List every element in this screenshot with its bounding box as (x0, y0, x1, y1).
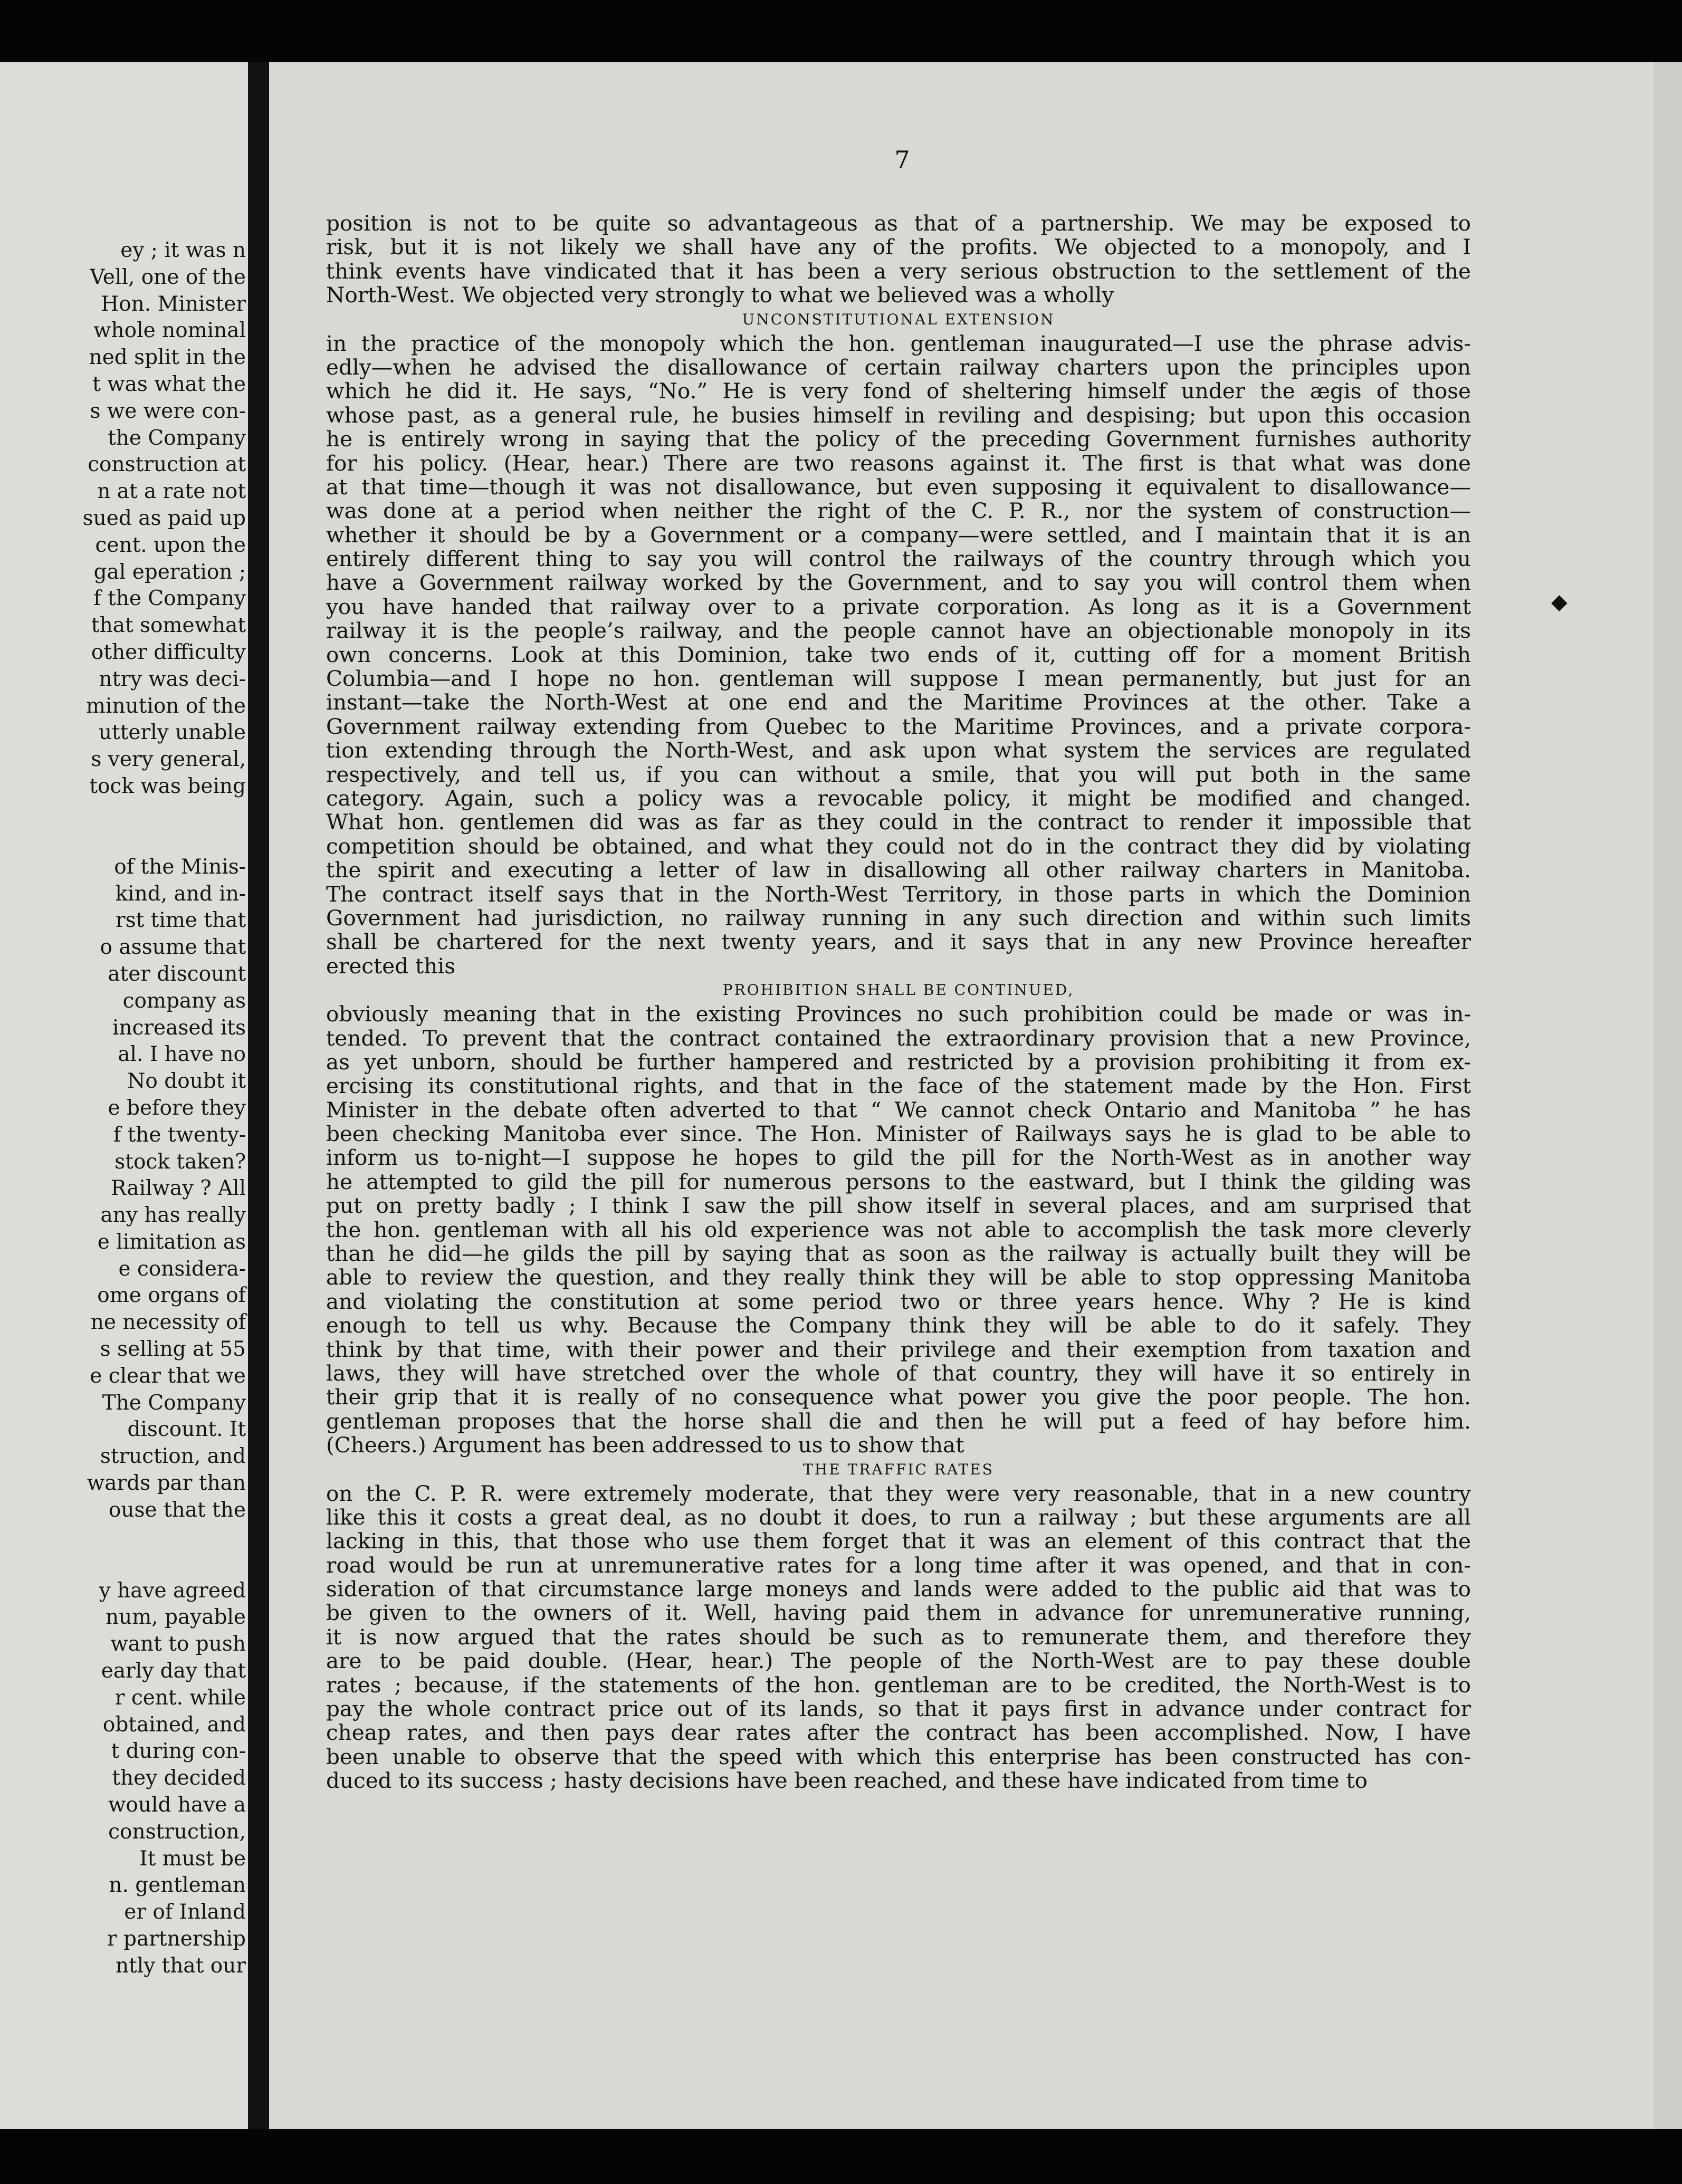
fragment-line: al. I have no (118, 1042, 246, 1067)
text-line: whether it should be by a Government or a company—were settled, and I maintain that it is an (326, 523, 1471, 548)
text-line: North-West. We objected very strongly to what we believed was a wholly (326, 283, 1114, 308)
fragment-line: obtained, and (102, 1712, 246, 1737)
fragment-line: n at a rate not (97, 480, 246, 504)
fragment-line: construction, (108, 1819, 246, 1844)
paragraph (326, 1482, 1471, 1793)
fragment-line: discount. It (127, 1417, 246, 1442)
fragment-line: ouse that the (108, 1498, 246, 1522)
film-border-bottom (0, 2129, 1682, 2184)
text-line: whose past, as a general rule, he busies himself in reviling and despising; but upon this occasion (326, 403, 1471, 428)
paragraph (326, 1002, 1471, 1457)
fragment-line: r partnership (107, 1927, 246, 1951)
fragment-line: s selling at 55 (100, 1337, 246, 1362)
section-heading: PROHIBITION SHALL BE CONTINUED, (722, 981, 1075, 999)
text-line: entirely different thing to say you will control the railways of the country through which you (326, 547, 1471, 571)
text-line: risk, but it is not likely we shall have any of the profits. We objected to a monopoly, and I (326, 235, 1471, 260)
text-line: tended. To prevent that the contract contained the extraordinary provision that a new Province, (326, 1026, 1471, 1050)
fragment-line: stock taken? (114, 1150, 246, 1174)
ink-blot: ◆ (1551, 590, 1568, 614)
text-line: Government railway extending from Quebec to the Maritime Provinces, and a private corpora- (326, 714, 1471, 739)
fragment-line: that somewhat (91, 614, 246, 638)
text-line: tion extending through the North-West, and ask upon what system the services are regulated (326, 739, 1471, 763)
text-line: Columbia—and I hope no hon. gentleman will suppose I mean permanently, but just for an (326, 667, 1471, 691)
fragment-line: No doubt it (127, 1069, 246, 1094)
fragment-line: sued as paid up (82, 506, 246, 530)
text-line: duced to its success ; hasty decisions have been reached, and these have indicated from time to (326, 1769, 1368, 1793)
fragment-line: t was what the (92, 372, 246, 396)
text-line: shall be chartered for the next twenty years, and it says that in any new Province hereafter (326, 930, 1471, 954)
fragment-line: s we were con- (90, 399, 246, 423)
text-line: position is not to be quite so advantageous as that of a partnership. We may be exposed to (326, 212, 1471, 236)
previous-page-fragment (0, 62, 248, 2129)
text-line: able to review the question, and they really think they will be able to stop oppressing Manitoba (326, 1266, 1471, 1290)
fragment-line: ome organs of (97, 1283, 246, 1308)
fragment-line: er of Inland (124, 1900, 246, 1924)
text-line: have a Government railway worked by the Government, and to say you will control them when (326, 571, 1471, 595)
text-line: in the practice of the monopoly which the hon. gentleman inaugurated—I use the phrase advis- (326, 331, 1471, 356)
fragment-line: e clear that we (90, 1364, 246, 1388)
fragment-line: the Company (108, 426, 246, 450)
fragment-line: wards par than (87, 1471, 246, 1496)
fragment-line: early day that (101, 1659, 246, 1683)
fragment-line: cent. upon the (95, 533, 246, 557)
fragment-line: ey ; it was n (120, 238, 246, 262)
fragment-line: ned split in the (89, 346, 246, 370)
page-edge-right (1654, 62, 1682, 2129)
fragment-line: of the Minis- (114, 855, 246, 879)
fragment-line: kind, and in- (115, 882, 246, 906)
text-line: for his policy. (Hear, hear.) There are two reasons against it. The first is that what was done (326, 451, 1471, 475)
text-line: The contract itself says that in the North-West Territory, in those parts in which the Dominion (326, 882, 1471, 906)
text-line: rates ; because, if the statements of the hon. gentleman are to be credited, the North-West is to (326, 1673, 1471, 1698)
text-line: own concerns. Look at this Dominion, take two ends of it, cutting off for a moment British (326, 643, 1471, 667)
text-line: think by that time, with their power and their privilege and their exemption from taxation and (326, 1337, 1471, 1362)
fragment-line: gal eperation ; (93, 560, 246, 584)
fragment-line: other difficulty (91, 640, 246, 664)
text-line: like this it costs a great deal, as no doubt it does, to run a railway ; but these arguments are all (326, 1505, 1471, 1530)
page-number: 7 (894, 146, 910, 174)
text-line: which he did it. He says, “No.” He is very fond of sheltering himself under the ægis of those (326, 379, 1471, 404)
text-line: at that time—though it was not disallowance, but even supposing it equivalent to disallowance— (326, 475, 1471, 500)
text-line: inform us to-night—I suppose he hopes to gild the pill for the North-West as in another way (326, 1146, 1471, 1170)
text-line: pay the whole contract price out of its lands, so that it pays first in advance under contract for (326, 1697, 1471, 1721)
text-line: category. Again, such a policy was a revocable policy, it might be modified and changed. (326, 786, 1471, 811)
fragment-line (3, 1524, 246, 1578)
fragment-line: company as (122, 989, 246, 1013)
fragment-line: ne necessity of (90, 1310, 246, 1335)
text-line: was done at a period when neither the right of the C. P. R., nor the system of construction— (326, 499, 1471, 523)
text-line: than he did—he gilds the pill by saying that as soon as the railway is actually built they will be (326, 1242, 1471, 1266)
text-line: cheap rates, and then pays dear rates after the contract has been accomplished. Now, I have (326, 1721, 1471, 1745)
text-line: think events have vindicated that it has been a very serious obstruction to the settlement of the (326, 259, 1471, 284)
text-line: sideration of that circumstance large moneys and lands were added to the public aid that was to (326, 1577, 1471, 1602)
text-line: their grip that it is really of no consequence what power you give the poor people. The hon. (326, 1385, 1471, 1410)
text-line: road would be run at unremunerative rates for a long time after it was opened, and that in con- (326, 1553, 1471, 1578)
text-line: lacking in this, that those who use them forget that it was an element of this contract that the (326, 1529, 1471, 1554)
page-gutter (248, 62, 269, 2129)
document-page (269, 62, 1654, 2129)
text-line: be given to the owners of it. Well, having paid them in advance for unremunerative running, (326, 1601, 1471, 1625)
fragment-line: e limitation as (97, 1230, 246, 1254)
fragment-line: f the twenty- (113, 1123, 246, 1147)
text-line: obviously meaning that in the existing Provinces no such prohibition could be made or was in- (326, 1002, 1471, 1027)
section-heading: UNCONSTITUTIONAL EXTENSION (742, 310, 1055, 328)
fragment-line: minution of the (85, 694, 246, 718)
fragment-line: rst time that (115, 908, 246, 933)
text-line: been unable to observe that the speed with which this enterprise has been constructed has con- (326, 1745, 1471, 1769)
text-line: Minister in the debate often adverted to that “ We cannot check Ontario and Manitoba ” he has (326, 1098, 1471, 1123)
fragment-line: utterly unable (98, 721, 246, 745)
fragment-line: struction, and (100, 1444, 246, 1469)
fragment-line: It must be (139, 1846, 246, 1871)
text-line: gentleman proposes that the horse shall die and then he will put a feed of hay before him. (326, 1409, 1471, 1434)
fragment-line: num, payable (105, 1605, 246, 1630)
text-line: it is now argued that the rates should be such as to remunerate them, and therefore they (326, 1625, 1471, 1650)
text-line: the spirit and executing a letter of law in disallowing all other railway charters in Manitoba. (326, 858, 1471, 883)
fragment-line: ntry was deci- (99, 667, 246, 691)
text-line: he attempted to gild the pill for numerous persons to the eastward, but I think the gilding was (326, 1170, 1471, 1194)
fragment-line: f the Company (93, 587, 246, 611)
fragment-line: construction at (88, 453, 246, 477)
film-border-top (0, 0, 1682, 62)
fragment-line: tock was being (89, 774, 246, 798)
text-line: ercising its constitutional rights, and that in the face of the statement made by the Hon. First (326, 1074, 1471, 1098)
text-line: (Cheers.) Argument has been addressed to us to show that (326, 1433, 964, 1458)
text-line: competition should be obtained, and what they could not do in the contract they did by violating (326, 834, 1471, 859)
section-heading: THE TRAFFIC RATES (803, 1460, 994, 1478)
fragment-line: any has really (100, 1203, 246, 1228)
paragraph (326, 332, 1471, 979)
text-line: and violating the constitution at some period two or three years hence. Why ? He is kind (326, 1289, 1471, 1314)
text-line: respectively, and tell us, if you can without a smile, that you will put both in the same (326, 762, 1471, 787)
text-line: he is entirely wrong in saying that the policy of the preceding Government furnishes authority (326, 427, 1471, 452)
text-line: enough to tell us why. Because the Company think they will be able to do it safely. They (326, 1314, 1471, 1338)
fragment-line: r cent. while (114, 1685, 246, 1710)
fragment-line: Railway ? All (111, 1176, 246, 1201)
fragment-line: Vell, one of the (90, 265, 246, 289)
fragment-line: would have a (108, 1793, 246, 1817)
text-line: What hon. gentlemen did was as far as they could in the contract to render it impossible that (326, 810, 1471, 835)
fragment-line: y have agreed (99, 1578, 246, 1603)
text-line: put on pretty badly ; I think I saw the pill show itself in several places, and am surprised that (326, 1194, 1471, 1218)
text-line: railway it is the people’s railway, and the people cannot have an objectionable monopoly in its (326, 619, 1471, 643)
fragment-line: e before they (108, 1096, 246, 1120)
text-line: you have handed that railway over to a private corporation. As long as it is a Government (326, 595, 1471, 619)
text-line: instant—take the North-West at one end and the Maritime Provinces at the other. Take a (326, 691, 1471, 715)
fragment-line: ater discount (108, 962, 246, 986)
text-line: laws, they will have stretched over the whole of that country, they will have it so entirely in (326, 1361, 1471, 1386)
fragment-line: they decided (112, 1766, 246, 1790)
main-text-column (326, 212, 1471, 1793)
paragraph (326, 212, 1471, 308)
text-line: erected this (326, 954, 456, 979)
fragment-line: n. gentleman (109, 1873, 246, 1898)
previous-page-column (3, 237, 246, 1980)
fragment-line (3, 800, 246, 854)
text-line: Government had jurisdiction, no railway running in any such direction and within such limits (326, 906, 1471, 931)
text-line: been checking Manitoba ever since. The Hon. Minister of Railways says he is glad to be able to (326, 1122, 1471, 1146)
fragment-line: Hon. Minister (101, 292, 246, 316)
text-line: as yet unborn, should be further hampered and restricted by a provision prohibiting it from ex- (326, 1050, 1471, 1075)
text-line: are to be paid double. (Hear, hear.) The people of the North-West are to pay these double (326, 1649, 1471, 1673)
fragment-line: The Company (102, 1391, 246, 1415)
fragment-line: increased its (112, 1016, 246, 1040)
fragment-line: o assume that (100, 935, 246, 960)
text-line: edly—when he advised the disallowance of certain railway charters upon the principles upon (326, 355, 1471, 380)
fragment-line: want to push (110, 1632, 246, 1656)
fragment-line: s very general, (91, 748, 246, 772)
fragment-line: ntly that our (115, 1953, 246, 1978)
fragment-line: whole nominal (93, 319, 246, 343)
fragment-line: t during con- (111, 1739, 246, 1764)
text-line: on the C. P. R. were extremely moderate, that they were very reasonable, that in a new country (326, 1481, 1471, 1506)
fragment-line: e considera- (118, 1257, 246, 1281)
text-line: the hon. gentleman with all his old experience was not able to accomplish the task more cleverly (326, 1218, 1471, 1242)
